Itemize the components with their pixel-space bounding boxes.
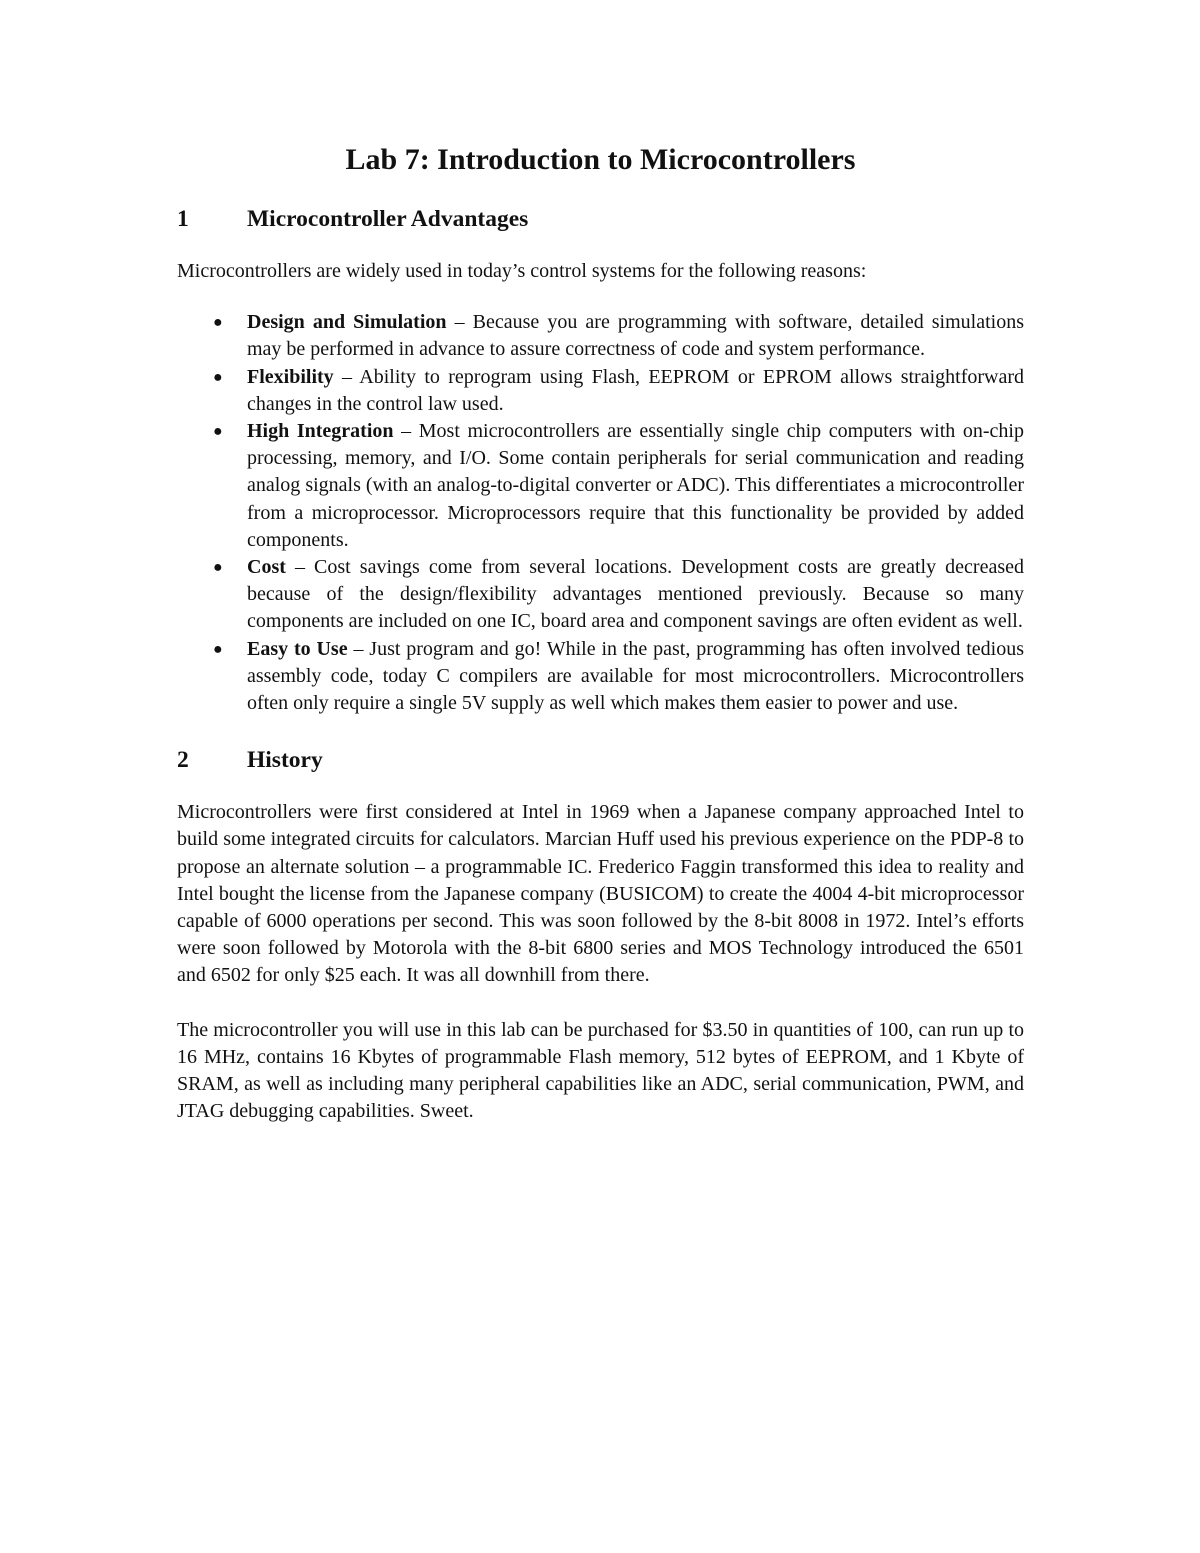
bullet-icon: ● — [213, 368, 223, 386]
section-2-number: 2 — [177, 747, 189, 774]
document-page — [177, 140, 1024, 1152]
bullet-text: – Most microcontrollers are essentially single chip computers with on-chip processing, memory, and I/O. Some contain peripherals for serial communication and reading analog signals (with an analog-to-digital converter or ADC). This differentiates a microcontroller from a microprocessor. Microprocessors require that this functionality be provided by added components. — [247, 420, 1024, 551]
bullet-term: High Integration — [247, 420, 394, 443]
bullet-icon: ● — [213, 559, 223, 577]
section-2-heading — [177, 745, 1024, 775]
advantages-list — [177, 309, 1024, 717]
bullet-term: Design and Simulation — [247, 311, 447, 334]
list-item — [213, 636, 1024, 718]
bullet-icon: ● — [213, 640, 223, 658]
section-1-title: Microcontroller Advantages — [247, 206, 529, 232]
list-item — [213, 309, 1024, 363]
section-1-heading — [177, 204, 1024, 234]
list-item — [213, 418, 1024, 554]
list-item — [213, 364, 1024, 418]
section-1-number: 1 — [177, 206, 189, 232]
bullet-text: – Just program and go! While in the past, programming has often involved tedious assembly code, today C compilers are available for most microcontrollers. Microcontrollers often only require a single 5V supply as well which makes them easier to power and use. — [247, 637, 1024, 715]
bullet-text: – Cost savings come from several locations. Development costs are greatly decreased because of the design/flexibility advantages mentioned previously. Because so many components are included on one IC, board area and component savings are often evident as well. — [247, 556, 1024, 633]
bullet-text: – Because you are programming with software, detailed simulations may be performed in advance to assure correctness of code and system performance. — [247, 311, 1024, 361]
bullet-text: – Ability to reprogram using Flash, EEPROM or EPROM allows straightforward changes in the control law used. — [247, 365, 1024, 415]
history-paragraph-2: The microcontroller you will use in this lab can be purchased for $3.50 in quantities of 100, can run up to 16 MHz, contains 16 Kbytes of programmable Flash memory, 512 bytes of EEPROM, and 1 Kbyte of SRAM, as well as including many peripheral capabilities like an ADC, serial communication, PWM, and JTAG debugging capabilities. Sweet. — [177, 1018, 1024, 1123]
document-title: Lab 7: Introduction to Microcontrollers — [345, 143, 856, 176]
bullet-term: Cost — [247, 556, 286, 579]
bullet-term: Flexibility — [247, 365, 334, 388]
bullet-term: Easy to Use — [247, 637, 348, 660]
section-2-title: History — [247, 747, 323, 774]
history-paragraph-1: Microcontrollers were first considered at Intel in 1969 when a Japanese company approached Intel to build some integrated circuits for calculators. Marcian Huff used his previous experience on the PDP-8 to propose an alternate solution – a programmable IC. Frederico Faggin transformed this idea to reality and Intel bought the license from the Japanese company (BUSICOM) to create the 4004 4-bit microprocessor capable of 6000 operations per second. This was soon followed by the 8-bit 8008 in 1972. Intel’s efforts were soon followed by Motorola with the 8-bit 6800 series and MOS Technology introduced the 6501 and 6502 for only $25 each. It was all downhill from there. — [177, 801, 1024, 987]
bullet-icon: ● — [213, 314, 223, 332]
list-item — [213, 554, 1024, 636]
section-1-intro: Microcontrollers are widely used in today’s control systems for the following reasons: — [177, 260, 867, 282]
bullet-icon: ● — [213, 423, 223, 441]
